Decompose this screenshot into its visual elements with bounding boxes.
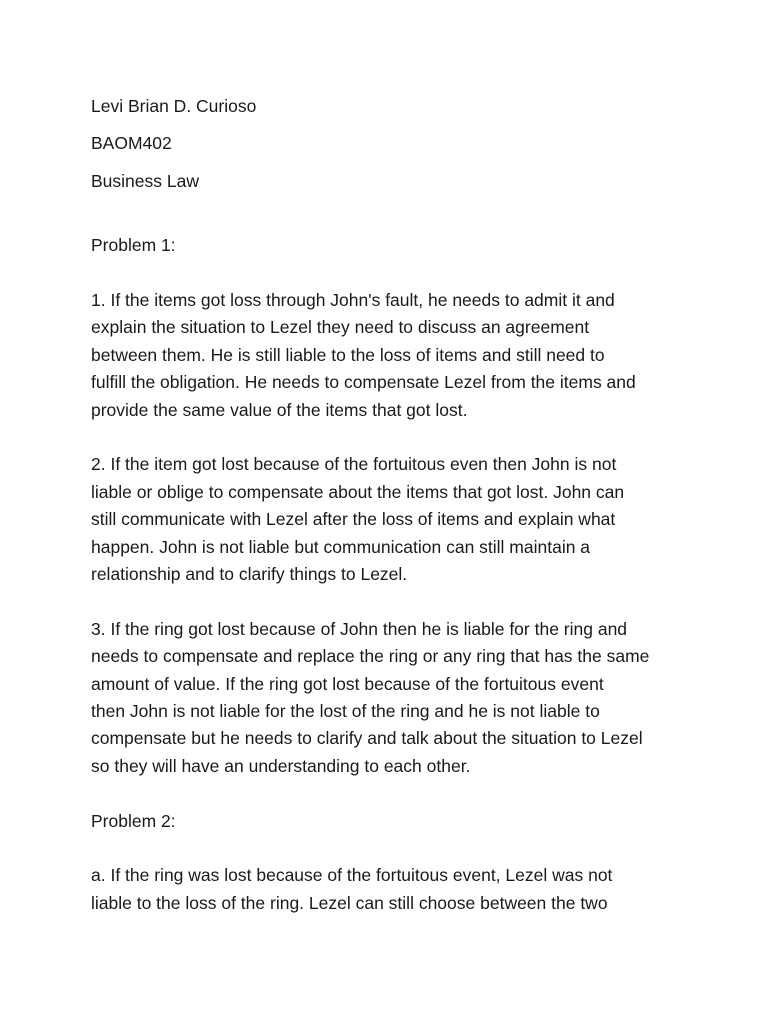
text-line: liable or oblige to compensate about the items that got lost. John can — [91, 481, 625, 502]
problem-2-heading: Problem 2: — [91, 810, 176, 831]
text-line: amount of value. If the ring got lost because of the fortuitous event — [91, 673, 604, 694]
problem-2-answer-a — [91, 862, 691, 917]
course-subject: Business Law — [91, 170, 199, 191]
author-name: Levi Brian D. Curioso — [91, 96, 257, 116]
text-line: 3. If the ring got lost because of John then he is liable for the ring and — [91, 618, 628, 639]
text-line: still communicate with Lezel after the loss of items and explain what — [91, 509, 616, 530]
text-line: fulfill the obligation. He needs to compensate Lezel from the items and — [91, 372, 636, 393]
problem-1-answer-3 — [91, 616, 691, 780]
text-line: compensate but he needs to clarify and talk about the situation to Lezel — [91, 728, 643, 749]
text-line: then John is not liable for the lost of the ring and he is not liable to — [91, 701, 600, 722]
text-line: a. If the ring was lost because of the fortuitous event, Lezel was not — [91, 865, 613, 886]
text-line: 1. If the items got loss through John's fault, he needs to admit it and — [91, 290, 615, 311]
text-line: 2. If the item got lost because of the fortuitous even then John is not — [91, 454, 617, 475]
problem-1-answer-2 — [91, 451, 691, 588]
document-body — [91, 93, 691, 917]
text-line: provide the same value of the items that got lost. — [91, 399, 468, 420]
text-line: relationship and to clarify things to Lezel. — [91, 564, 408, 585]
text-line: explain the situation to Lezel they need to discuss an agreement — [91, 317, 590, 338]
problem-1-answer-1 — [91, 287, 691, 424]
text-line: so they will have an understanding to each other. — [91, 755, 471, 776]
text-line: needs to compensate and replace the ring or any ring that has the same — [91, 646, 650, 667]
text-line: between them. He is still liable to the loss of items and still need to — [91, 344, 605, 365]
text-line: happen. John is not liable but communication can still maintain a — [91, 536, 591, 557]
text-line: liable to the loss of the ring. Lezel can still choose between the two — [91, 892, 608, 913]
course-code: BAOM402 — [91, 133, 172, 154]
problem-1-heading: Problem 1: — [91, 235, 176, 256]
